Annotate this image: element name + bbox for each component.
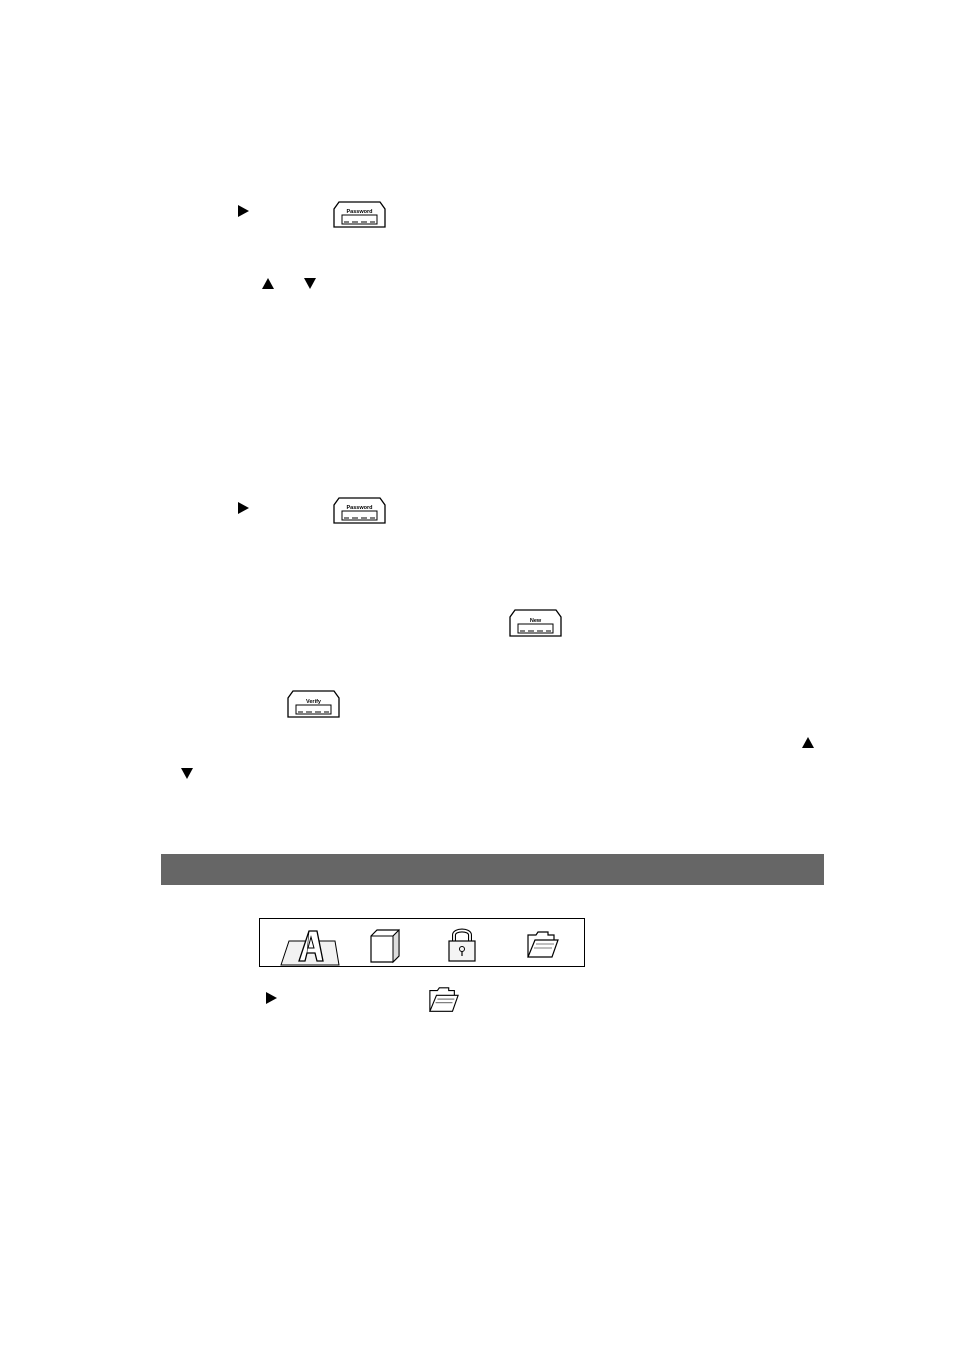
password-key-button[interactable]	[333, 201, 386, 228]
section-header-bar	[161, 854, 824, 885]
cube-icon[interactable]	[368, 928, 402, 969]
up-arrow-icon	[802, 737, 814, 748]
password-key-label: Password	[346, 209, 373, 215]
play-arrow-icon	[266, 992, 277, 1004]
play-arrow-icon	[238, 502, 249, 514]
open-folder-icon[interactable]	[526, 930, 560, 965]
verify-key-label: Verify	[306, 699, 321, 705]
new-key-button[interactable]	[509, 609, 562, 637]
verify-key-button[interactable]	[287, 690, 340, 718]
play-arrow-icon	[238, 205, 249, 217]
open-folder-icon	[428, 985, 460, 1020]
down-arrow-icon	[181, 768, 193, 779]
down-arrow-icon	[304, 278, 316, 289]
up-arrow-icon	[262, 278, 274, 289]
padlock-icon[interactable]	[446, 925, 478, 968]
password-key-label: Password	[346, 505, 373, 511]
function-icon-strip	[259, 918, 585, 967]
font-a-icon[interactable]	[277, 927, 341, 972]
password-key-button[interactable]	[333, 497, 386, 524]
new-key-label: New	[529, 618, 542, 624]
